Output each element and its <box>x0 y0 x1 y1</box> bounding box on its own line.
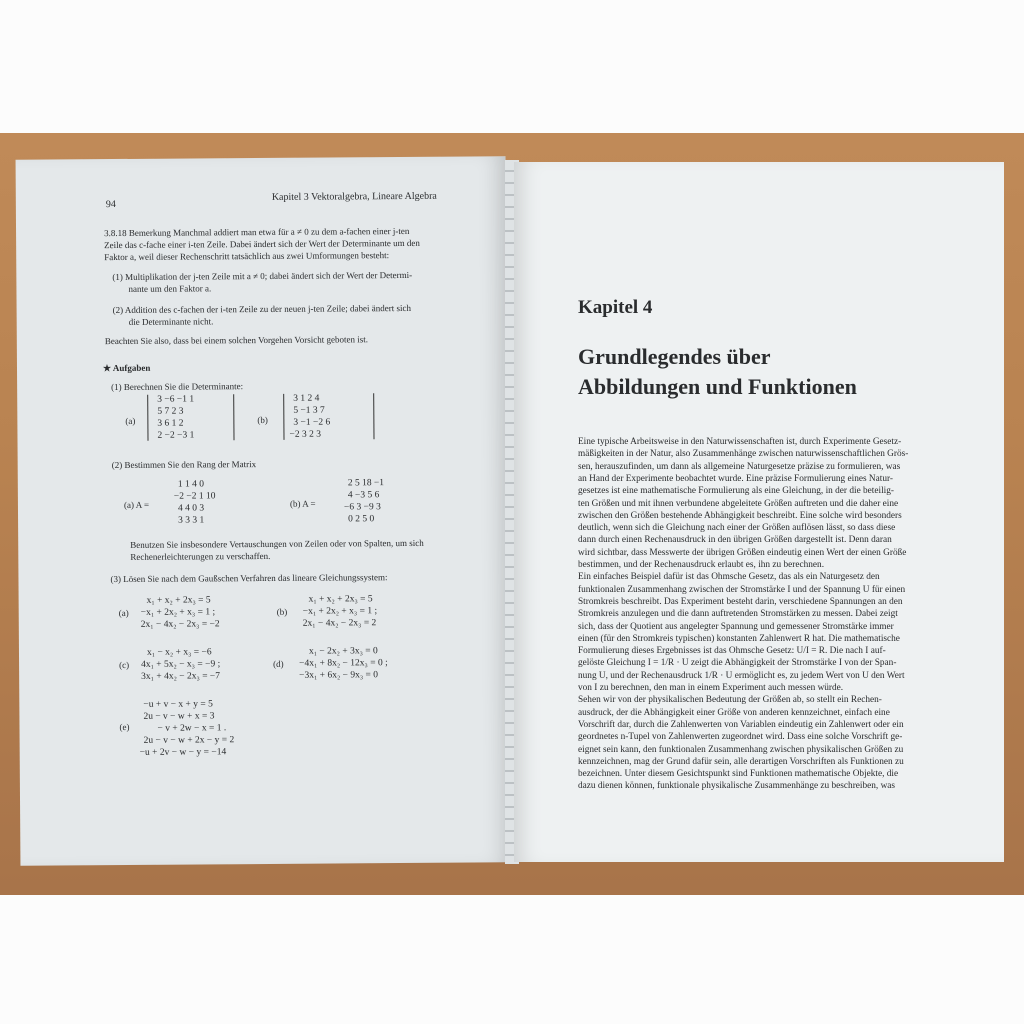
body-text-line: Stromkreis anzulegen und die dann auftretenden Stromstärken zu messen. Dabei zeigt <box>578 609 898 620</box>
body-text-line: funktionalen Zusammenhang zwischen der Stromstärke I und der Spannung U für einen <box>578 584 906 595</box>
ex1-a-row: 5 7 2 3 <box>157 406 184 417</box>
page-number: 94 <box>105 199 116 211</box>
ex3-b-row: −x₁ + 2x₂ + x₃ = 1 ; <box>302 606 378 617</box>
ex2-prompt: (2) Bestimmen Sie den Rang der Matrix <box>111 459 257 471</box>
ex3-d-row: −3x₁ + 6x₂ − 9x₃ = 0 <box>299 670 379 681</box>
ex1-a-bar-left <box>147 395 148 441</box>
body-text-line: Formulierung dieses Ergebnisses ist das Ohmsche Gesetz: U/I = R. Die nach I auf- <box>578 646 886 657</box>
ex1-b-bar-right <box>373 393 374 439</box>
ex3-b-row: x₁ + x₂ + 2x₃ = 5 <box>308 594 373 605</box>
remark-item-2a: (2) Addition des c-fachen der i-ten Zeile zu der neuen j-ten Zeile; dabei ändert sich <box>112 302 411 316</box>
body-text-line: ten Größen und mit ihnen verbundene abgeleitete Größen auftreten und die daher eine <box>578 498 899 509</box>
ex1-b-row: 3 −1 −2 6 <box>293 417 331 428</box>
ex1-prompt: (1) Berechnen Sie die Determinante: <box>111 381 244 393</box>
body-text-line: einen (für den Stromkreis typischen) konstanten Zahlenwert R hat. Die mathematische <box>578 633 900 644</box>
remark-item-2b: die Determinante nicht. <box>128 316 214 327</box>
ex3-e-label: (e) <box>119 721 130 733</box>
exercises-heading: ★ Aufgaben <box>102 362 151 374</box>
body-text-line: dann durch einen Rechenausdruck in den übrigen Größen dargestellt ist. Denn daran <box>578 535 892 546</box>
ex3-a-row: 2x₁ − 4x₂ − 2x₃ = −2 <box>140 619 220 630</box>
ex3-c-row: 3x₁ + 4x₂ − 2x₃ = −7 <box>141 671 221 682</box>
body-text-line: kennzeichnen, mag der Grund dafür sein, alle derartigen Vorschriften als Funktionen zu <box>578 756 904 767</box>
ex3-e-row: −u + 2v − w − y = −14 <box>139 747 227 758</box>
ex3-b-label: (b) <box>276 606 288 617</box>
ex1-a-row: 3 −6 −1 1 <box>157 394 195 405</box>
body-text-line: sich, dass der Quotient aus angelegter Spannung und gemessener Stromstärke immer <box>578 621 894 632</box>
body-text-line: wird sichtbar, dass Messwerte der übrigen Größen eindeutig einen Wert der einen Größe <box>578 547 907 558</box>
ex2-hint-1: Benutzen Sie insbesondere Vertauschungen von Zeilen oder von Spalten, um sich <box>130 537 424 550</box>
body-text-line: dazu dienen können, funktionale physikalische Zusammenhänge zu beschreiben, was <box>578 781 896 792</box>
ex2-hint-2: Rechenerleichterungen zu verschaffen. <box>130 550 271 562</box>
body-text-line: sen, herauszufinden, um dann als allgemeine Naturgesetze präzise zu formulieren, was <box>578 461 901 472</box>
ex3-d-row: x₁ − 2x₂ + 3x₃ = 0 <box>308 646 378 657</box>
remark-note: Beachten Sie also, dass bei einem solchen Vorgehen Vorsicht geboten ist. <box>104 334 368 347</box>
ex3-d-label: (d) <box>273 658 284 669</box>
ex3-a-label: (a) <box>118 607 129 619</box>
ex3-a-row: x₁ + x₂ + 2x₃ = 5 <box>146 595 211 606</box>
ex1-a-row: 2 −2 −3 1 <box>157 430 195 441</box>
ex1-b-row: −2 3 2 3 <box>289 429 321 440</box>
ex2-b-row: 4 −3 5 6 <box>347 490 380 501</box>
ex3-e-row: 2u − v − w + 2x − y = 2 <box>143 735 235 746</box>
chapter-title-line-1: Grundlegendes über <box>578 344 771 369</box>
body-text-line: Vorschrift dar, durch die Zahlenwerten von Variablen eindeutig ein Zahlenwert oder ein <box>578 719 904 730</box>
body-text-line: deutlich, wenn sich die Gleichung nach einer der Größen auflösen lässt, so dass diese <box>578 523 896 534</box>
remark-line-3: Faktor a, weil dieser Rechenschritt tatsächlich aus zwei Umformungen besteht: <box>104 250 390 263</box>
chapter-label: Kapitel 4 <box>578 297 653 318</box>
ex3-e-row: − v + 2w − x = 1 . <box>157 723 227 734</box>
ex2-a-label: (a) A = <box>123 499 150 510</box>
ex2-a-row: 1 1 4 0 <box>177 479 204 490</box>
body-text-line: bestimmen, und der Rechenausdruck erlaubt es, ihn zu berechnen. <box>578 560 825 570</box>
chapter-title-line-2: Abbildungen und Funktionen <box>578 374 857 399</box>
ex3-e-row: 2u − v − w + x = 3 <box>143 711 215 722</box>
ex3-a-row: −x₁ + 2x₂ + x₃ = 1 ; <box>140 607 216 618</box>
ex2-a-row: 3 3 3 1 <box>178 515 205 526</box>
remark-line-1: 3.8.18 Bemerkung Manchmal addiert man etwa für a ≠ 0 zu dem a-fachen einer j-ten <box>104 225 410 239</box>
ex3-prompt: (3) Lösen Sie nach dem Gaußschen Verfahren das lineare Gleichungssystem: <box>110 572 388 585</box>
background-top <box>0 0 1024 133</box>
body-text-line: eignet sein kann, den funktionalen Zusammenhang zwischen physikalischen Größen zu <box>578 744 904 755</box>
ex1-a-label: (a) <box>125 415 136 426</box>
left-page <box>16 156 511 865</box>
remark-item-1a: (1) Multiplikation der j-ten Zeile mit a ≠ 0; dabei ändert sich der Wert der Determi- <box>112 269 413 283</box>
ex3-c-row: x₁ − x₂ + x₃ = −6 <box>146 647 212 658</box>
body-text-line: gesetzes ist eine mathematische Formulierung als eine Gleichung, in der die beteilig- <box>578 486 894 497</box>
ex2-b-row: 2 5 18 −1 <box>347 478 385 489</box>
ex2-a-row: 4 4 0 3 <box>177 503 205 514</box>
running-header: Kapitel 3 Vektoralgebra, Lineare Algebra <box>271 190 437 203</box>
body-text-line: von I zu berechnen, den man in einem Experiment auch messen würde. <box>578 683 844 693</box>
ex2-a-row: −2 −2 1 10 <box>173 491 216 502</box>
ex2-b-row: −6 3 −9 3 <box>343 502 381 513</box>
ex3-b-row: 2x₁ − 4x₂ − 2x₃ = 2 <box>302 618 377 629</box>
body-text-line: mäßigkeiten in der Natur, also Zusammenhänge zwischen naturwissenschaftlichen Grös- <box>578 449 909 460</box>
remark-line-2: Zeile das c-fache einer i-ten Zeile. Dabei ändert sich der Wert der Determinante um den <box>104 237 420 251</box>
body-text-line: Sehen wir von der physikalischen Bedeutung der Größen ab, so stellt ein Rechen- <box>578 695 882 706</box>
body-text-line: gelöste Gleichung I = 1/R · U zeigt die Abhängigkeit der Stromstärke I von der Span- <box>578 658 897 669</box>
body-text-line: Ein einfaches Beispiel dafür ist das Ohmsche Gesetz, das als ein Naturgesetz den <box>578 572 880 583</box>
ex1-b-label: (b) <box>257 414 268 426</box>
ex1-b-bar-left <box>283 394 284 440</box>
body-text-line: Stromkreis beschreibt. Das Experiment besteht darin, verschiedene Spannungen an den <box>578 596 903 607</box>
body-text-line: Eine typische Arbeitsweise in den Naturwissenschaften ist, durch Experimente Gesetz- <box>578 437 902 447</box>
body-text-line: nung U, und der Rechenausdruck 1/R · U ermöglicht es, zu jedem Wert von U den Wert <box>578 670 905 681</box>
background-bottom <box>0 895 1024 1024</box>
body-text-line: bezeichnen. Unter diesem Gesichtspunkt sind Funktionen mathematische Objekte, die <box>578 769 899 780</box>
ex1-b-row: 3 1 2 4 <box>293 393 320 404</box>
ex3-c-row: 4x₁ + 5x₂ − x₃ = −9 ; <box>141 659 221 670</box>
body-text-line: an Hand der Experimente beobachtet wurde. Eine präzise Formulierung eines Natur- <box>578 473 894 484</box>
ex3-e-row: −u + v − x + y = 5 <box>143 699 213 710</box>
ex1-a-bar-right <box>233 394 234 440</box>
ex1-b-row: 5 −1 3 7 <box>293 405 325 416</box>
remark-item-1b: nante um den Faktor a. <box>128 283 212 294</box>
body-text-line: geordnetes n-Tupel von Zahlenwerten zugeordnet wird. Dass eine solche Vorschrift ge- <box>578 732 903 743</box>
ex2-b-row: 0 2 5 0 <box>348 514 375 525</box>
ex3-c-label: (c) <box>119 659 130 671</box>
right-page <box>514 162 1004 862</box>
ex3-d-row: −4x₁ + 8x₂ − 12x₃ = 0 ; <box>299 658 388 669</box>
body-text-line: zwischen den Größen bestehende Abhängigkeit beschreibt. Eine solche wird besonders <box>578 510 902 521</box>
ex1-a-row: 3 6 1 2 <box>157 418 184 429</box>
body-text-line: ausdruck, der die Abhängigkeit einer Größe von anderen kennzeichnet, einfach eine <box>578 707 890 718</box>
ex2-b-label: (b) A = <box>289 498 316 509</box>
